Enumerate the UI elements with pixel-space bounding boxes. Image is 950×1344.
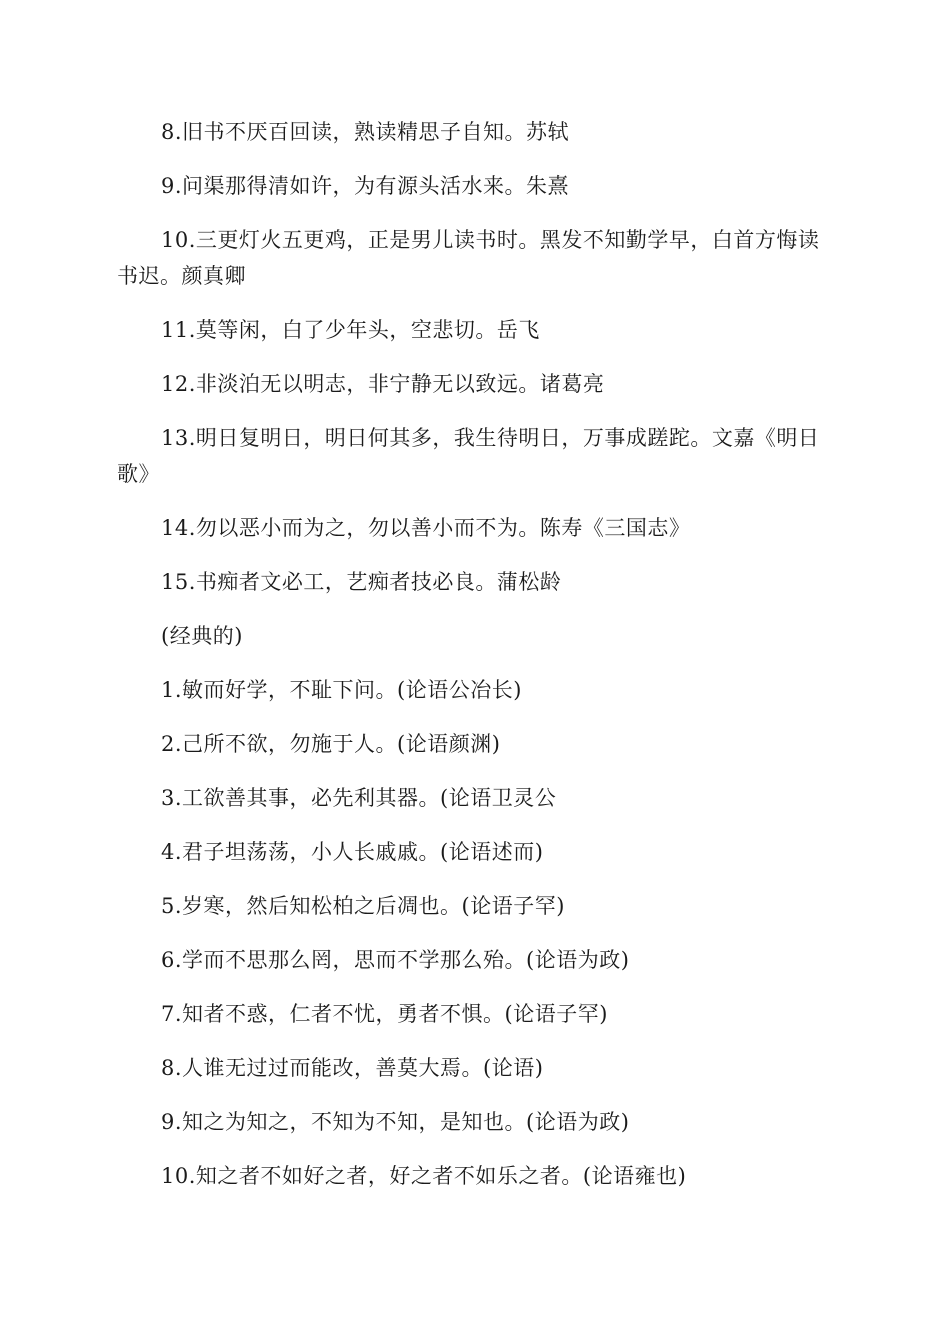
quote-line: 3.工欲善其事，必先利其器。(论语卫灵公 bbox=[161, 786, 557, 810]
quote-line: 10.知之者不如好之者，好之者不如乐之者。(论语雍也) bbox=[161, 1164, 687, 1188]
quote-line: 11.莫等闲，白了少年头，空悲切。岳飞 bbox=[161, 318, 540, 342]
quote-line: 1.敏而好学，不耻下问。(论语公冶长) bbox=[161, 678, 522, 702]
quote-line: 9.问渠那得清如许，为有源头活水来。朱熹 bbox=[161, 174, 570, 198]
quote-line: 6.学而不思那么罔，思而不学那么殆。(论语为政) bbox=[161, 948, 630, 972]
quote-line: 10.三更灯火五更鸡，正是男儿读书时。黑发不知勤学早，白首方悔读书迟。颜真卿 bbox=[117, 228, 820, 288]
quote-line: 8.旧书不厌百回读，熟读精思子自知。苏轼 bbox=[161, 120, 570, 144]
quote-line: 2.己所不欲，勿施于人。(论语颜渊) bbox=[161, 732, 501, 756]
quote-line: 5.岁寒，然后知松柏之后凋也。(论语子罕) bbox=[161, 894, 565, 918]
quote-line: 4.君子坦荡荡，小人长戚戚。(论语述而) bbox=[161, 840, 544, 864]
quote-line: 7.知者不惑，仁者不忧，勇者不惧。(论语子罕) bbox=[161, 1002, 608, 1026]
quote-line: 8.人谁无过过而能改，善莫大焉。(论语) bbox=[161, 1056, 544, 1080]
section-heading: (经典的) bbox=[161, 624, 243, 648]
quote-line: 14.勿以恶小而为之，勿以善小而不为。陈寿《三国志》 bbox=[161, 516, 691, 540]
quote-line: 12.非淡泊无以明志，非宁静无以致远。诸葛亮 bbox=[161, 372, 605, 396]
quote-line: 9.知之为知之，不知为不知，是知也。(论语为政) bbox=[161, 1110, 630, 1134]
quote-line: 13.明日复明日，明日何其多，我生待明日，万事成蹉跎。文嘉《明日歌》 bbox=[117, 426, 820, 486]
document-page bbox=[117, 114, 827, 1212]
quote-line: 15.书痴者文必工，艺痴者技必良。蒲松龄 bbox=[161, 570, 562, 594]
